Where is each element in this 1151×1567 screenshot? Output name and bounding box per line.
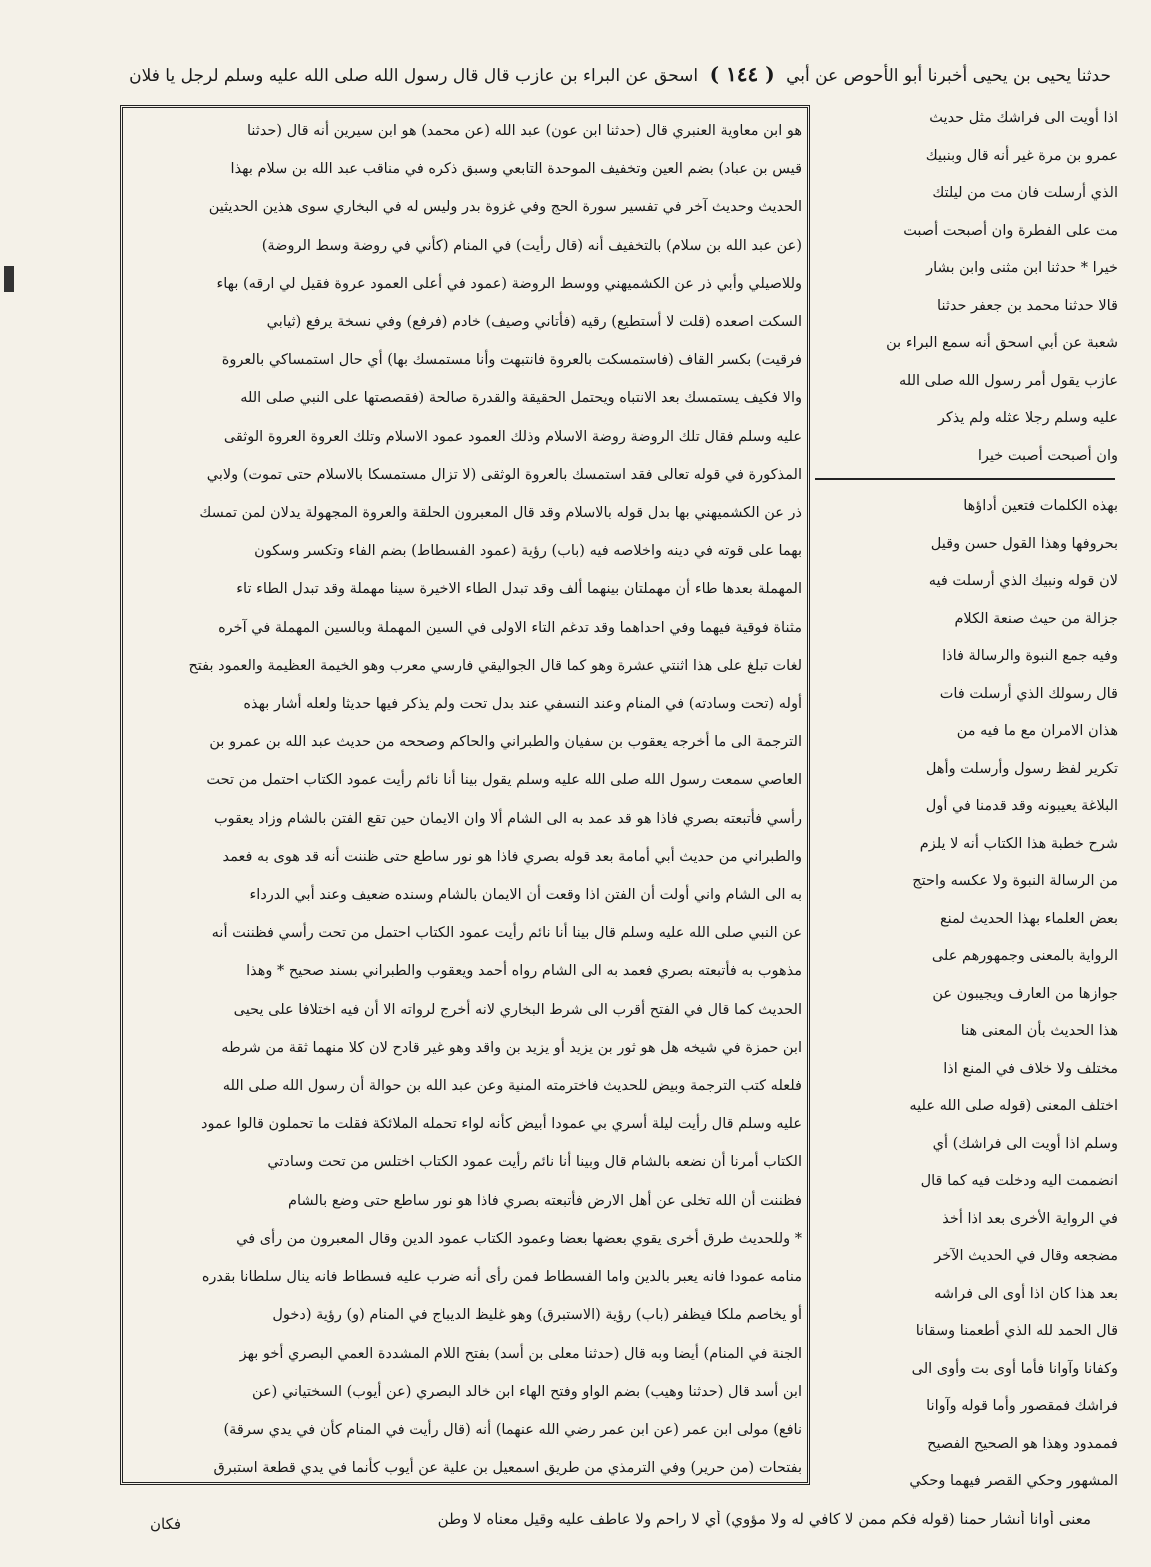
margin-line: في الرواية الأخرى بعد اذا أخذ [942,1210,1118,1227]
margin-line: من الرسالة النبوة ولا عكسه واحتج [912,873,1118,889]
margin-line: اذا أويت الى فراشك مثل حديث [929,110,1118,126]
text-line: فظننت أن الله تخلى عن أهل الارض فأتبعته بصري فاذا هو نور ساطع حتى وضع بالشام [288,1192,802,1209]
margin-line: هذا الحديث بأن المعنى هنا [960,1023,1118,1039]
text-line: منامه عمودا فانه يعبر بالدين واما الفسطاط فمن رأى أنه ضرب عليه فسطاط فانه ينال سلطانا بقدره [201,1269,802,1286]
margin-line: البلاغة يعيبونه وقد قدمنا في أول [925,798,1118,814]
header-text-before: حدثنا يحيى بن يحيى أخبرنا أبو الأحوص عن أبي [786,66,1111,86]
margin-line: عازب يقول أمر رسول الله صلى الله [899,372,1118,389]
text-line: لغات تبلغ على هذا اثنتي عشرة وهو كما قال الجواليقي فارسي معرب وهو الخيمة العظيمة والعمود بفتح [188,657,802,674]
margin-line: عليه وسلم رجلا عثله ولم يذكر [937,410,1118,426]
margin-commentary [818,488,1118,1508]
margin-line: مضجعه وقال في الحديث الآخر [934,1248,1118,1264]
text-line: المهملة بعدها طاء أن مهملتان بينهما ألف وقد تبدل الطاء الاخيرة سينا مهملة وقد تبدل الطاء تاء [236,581,802,598]
margin-line: بهذه الكلمات فتعين أداؤها [963,498,1118,514]
page-number: ( ١٤٤ ) [709,62,775,86]
text-line: فرقيت) بكسر القاف (فاستمسكت بالعروة فانتبهت وأنا مستمسك بها) أي حال استمساكي بالعروة [221,352,802,369]
margin-line: شرح خطبة هذا الكتاب أنه لا يلزم [919,835,1118,852]
margin-line: مت على الفطرة وان أصبحت أصبت [903,222,1118,239]
margin-line: فممدود وهذا هو الصحيح الفصيح [927,1435,1118,1452]
text-line: وللاصيلي وأبي ذر عن الكشميهني ووسط الروضة (عمود في أعلى العمود عروة فقيل لي ارقه) بهاء [216,275,802,292]
text-line: رأسي فأتبعته بصري فاذا هو قد عمد به الى الشام ألا وان الايمان حين تقع الفتن بالشام وزاد يعقوب [214,810,802,827]
text-line: بفتحات (من حرير) وفي الترمذي من طريق اسمعيل بن علية عن أيوب كأنما في يدي قطعة استبرق [213,1460,802,1477]
text-line: المذكورة في قوله تعالى فقد استمسك بالعروة الوثقى (لا تزال مستمسكا بالاسلام حتى تموت) ولابي [206,466,802,483]
margin-line: تكرير لفظ رسول وأرسلت وأهل [925,760,1118,777]
text-line: والطبراني من حديث أبي أمامة بعد قوله بصري فاذا هو نور ساطع حتى ظننت أنه قد هوى به فعمد [222,848,802,865]
text-line: به الى الشام واني أولت أن الفتن اذا وقعت أن الايمان بالشام وسنده ضعيف وعند أبي الدرداء [249,887,802,904]
text-line: فلعله كتب الترجمة وبيض للحديث فاخترمته المنية وعن عبد الله بن حوالة أن رسول الله صلى الله [222,1078,802,1095]
margin-line: انضممت اليه ودخلت فيه كما قال [920,1173,1118,1189]
text-line: عليه وسلم فقال تلك الروضة روضة الاسلام وذلك العمود عمود الاسلام وتلك العروة العروة الوثقى [223,428,802,445]
text-line: الحديث وحديث آخر في تفسير سورة الحج وفي غزوة بدر وليس له في البخاري سوى هذين الحديثين [208,199,802,216]
margin-line: وكفانا وآوانا فأما أوى بت وأوى الى [911,1360,1118,1377]
margin-line: جزالة من حيث صنعة الكلام [954,610,1118,627]
margin-line: بعد هذا كان اذا أوى الى فراشه [934,1285,1118,1302]
text-line: ذر عن الكشميهني بها بدل قوله بالاسلام وقد قال المعبرون الحلقة والعروة المجهولة يدلان لمن تمسك [199,505,802,522]
text-line: الترجمة الى ما أخرجه يعقوب بن سفيان والطبراني والحاكم وصححه من حديث عبد الله بن عمرو بن [209,734,802,751]
main-commentary [128,112,802,1478]
margin-line: وسلم اذا أويت الى فراشك) أي [932,1135,1118,1152]
text-line: الجنة في المنام) أيضا وبه قال (حدثنا معلى بن أسد) بفتح اللام المشددة العمي البصري أخو بهز [239,1345,802,1362]
margin-divider [815,478,1115,480]
text-line: العاصي سمعت رسول الله صلى الله عليه وسلم يقول بينا أنا نائم رأيت عمود الكتاب احتمل من تحت [206,772,802,789]
text-line: الحديث كما قال في الفتح أقرب الى شرط البخاري لانه أخرج لرواته الا أن فيه اختلافا على يحيى [233,1001,802,1018]
text-line: قيس بن عباد) بضم العين وتخفيف الموحدة التابعي وسبق ذكره في مناقب عبد الله بن سلام بهذا [230,161,802,178]
margin-line: فراشك فمقصور وأما قوله وآوانا [926,1398,1118,1414]
margin-line: بعض العلماء بهذا الحديث لمنع [939,910,1118,927]
margin-line: شعبة عن أبي اسحق أنه سمع البراء بن [886,335,1118,351]
margin-line: وفيه جمع النبوة والرسالة فاذا [942,648,1118,664]
text-line: نافع) مولى ابن عمر (عن ابن عمر رضي الله عنهما) أنه (قال رأيت في المنام كأن في يدي سرقة) [223,1421,802,1438]
text-line: بهما على قوته في دينه واخلاصه فيه (باب) رؤية (عمود الفسطاط) بضم الفاء وتكسر وسكون [254,543,802,560]
text-line: أو يخاصم ملكا فيظفر (باب) رؤية (الاستبرق) وهو غليظ الديباج في المنام (و) رؤية (دخول [272,1307,802,1324]
margin-line: قال الحمد لله الذي أطعمنا وسقانا [915,1323,1118,1339]
margin-line: قالا حدثنا محمد بن جعفر حدثنا [937,297,1118,314]
text-line: عليه وسلم قال رأيت ليلة أسري بي عمودا أبيض كأنه لواء تحمله الملائكة فقلت ما تحملون قالوا عمود [201,1116,802,1133]
header-text-after: اسحق عن البراء بن عازب قال قال رسول الله صلى الله عليه وسلم لرجل يا فلان [129,66,699,86]
margin-line: الرواية بالمعنى وجمهورهم على [931,948,1118,964]
catchword: فكان [150,1515,182,1533]
margin-text-top [818,100,1118,480]
text-line: والا فكيف يستمسك بعد الانتباه ويحتمل الحقيقة والقدرة صالحة (فقصصتها على النبي صلى الله [240,390,802,407]
footer-line: معنى أوانا أنشار حمنا (قوله فكم ممن لا كافي له ولا مؤوي) أي لا راحم ولا عاطف عليه وقيل معناه لا وطن [437,1510,1091,1528]
margin-line: عمرو بن مرة غير أنه قال وبنبيك [925,147,1118,164]
text-line: هو ابن معاوية العنبري قال (حدثنا ابن عون) عبد الله (عن محمد) هو ابن سيرين أنه قال (حدثنا [246,123,802,139]
text-line: (عن عبد الله بن سلام) بالتخفيف أنه (قال رأيت) في المنام (كأني في روضة وسط الروضة) [261,237,802,254]
text-line: مذهوب به فأتبعته بصري فعمد به الى الشام رواه أحمد ويعقوب والطبراني بسند صحيح * وهذا [246,963,802,980]
margin-line: قال رسولك الذي أرسلت فات [939,685,1118,702]
text-line: السكت اصعده (قلت لا أستطيع) رقيه (فأتاني وصيف) خادم (فرفع) وفي نسخة يرفع (ثيابي [266,314,802,331]
text-line: الكتاب أمرنا أن نضعه بالشام قال وبينا أنا نائم رأيت عمود الكتاب اختلس من تحت وسادتي [267,1154,802,1171]
margin-line: مختلف ولا خلاف في المنع اذا [943,1060,1118,1077]
margin-line: جوازها من العارف ويجيبون عن [932,985,1118,1002]
margin-line: اختلف المعنى (قوله صلى الله عليه [909,1098,1118,1114]
margin-line: لان قوله ونبيك الذي أرسلت فيه [928,573,1118,589]
text-line: مثناة فوقية فيهما وفي احداهما وقد تدغم التاء الاولى في السين المهملة وبالسين المهملة في آخره [218,619,802,636]
text-line: عن النبي صلى الله عليه وسلم قال بينا أنا نائم رأيت عمود الكتاب احتمل من تحت رأسي فظننت أنه [211,925,802,942]
margin-line: وان أصبحت أصبت خيرا [977,447,1118,464]
margin-line: المشهور وحكي القصر فيهما وحكي [909,1473,1118,1489]
text-line: أوله (تحت وسادته) في المنام وعند النسفي عند بدل تحت ولم يذكر فيها حديثا ولعله أشار بهذه [243,696,802,713]
text-line: ابن حمزة في شيخه هل هو ثور بن يزيد أو يزيد بن واقد وهو غير قادح لان كلا منهما ثقة من شرطه [221,1039,802,1056]
text-line: ابن أسد قال (حدثنا وهيب) بضم الواو وفتح الهاء ابن خالد البصري (عن أيوب) السختياني (عن [251,1383,802,1400]
margin-line: الذي أرسلت فان مت من ليلتك [932,185,1118,201]
margin-line: خيرا * حدثنا ابن مثنى وابن بشار [926,260,1118,276]
page-header [60,62,1111,86]
margin-line: بحروفها وهذا القول حسن وقيل [930,535,1118,552]
text-line: * وللحديث طرق أخرى يقوي بعضها بعضا وعمود الكتاب عمود الدين وقال المعبرون من رأى في [236,1230,802,1247]
margin-mark [4,266,14,292]
margin-line: هذان الامران مع ما فيه من [956,723,1118,739]
margin-line [818,1501,1118,1509]
